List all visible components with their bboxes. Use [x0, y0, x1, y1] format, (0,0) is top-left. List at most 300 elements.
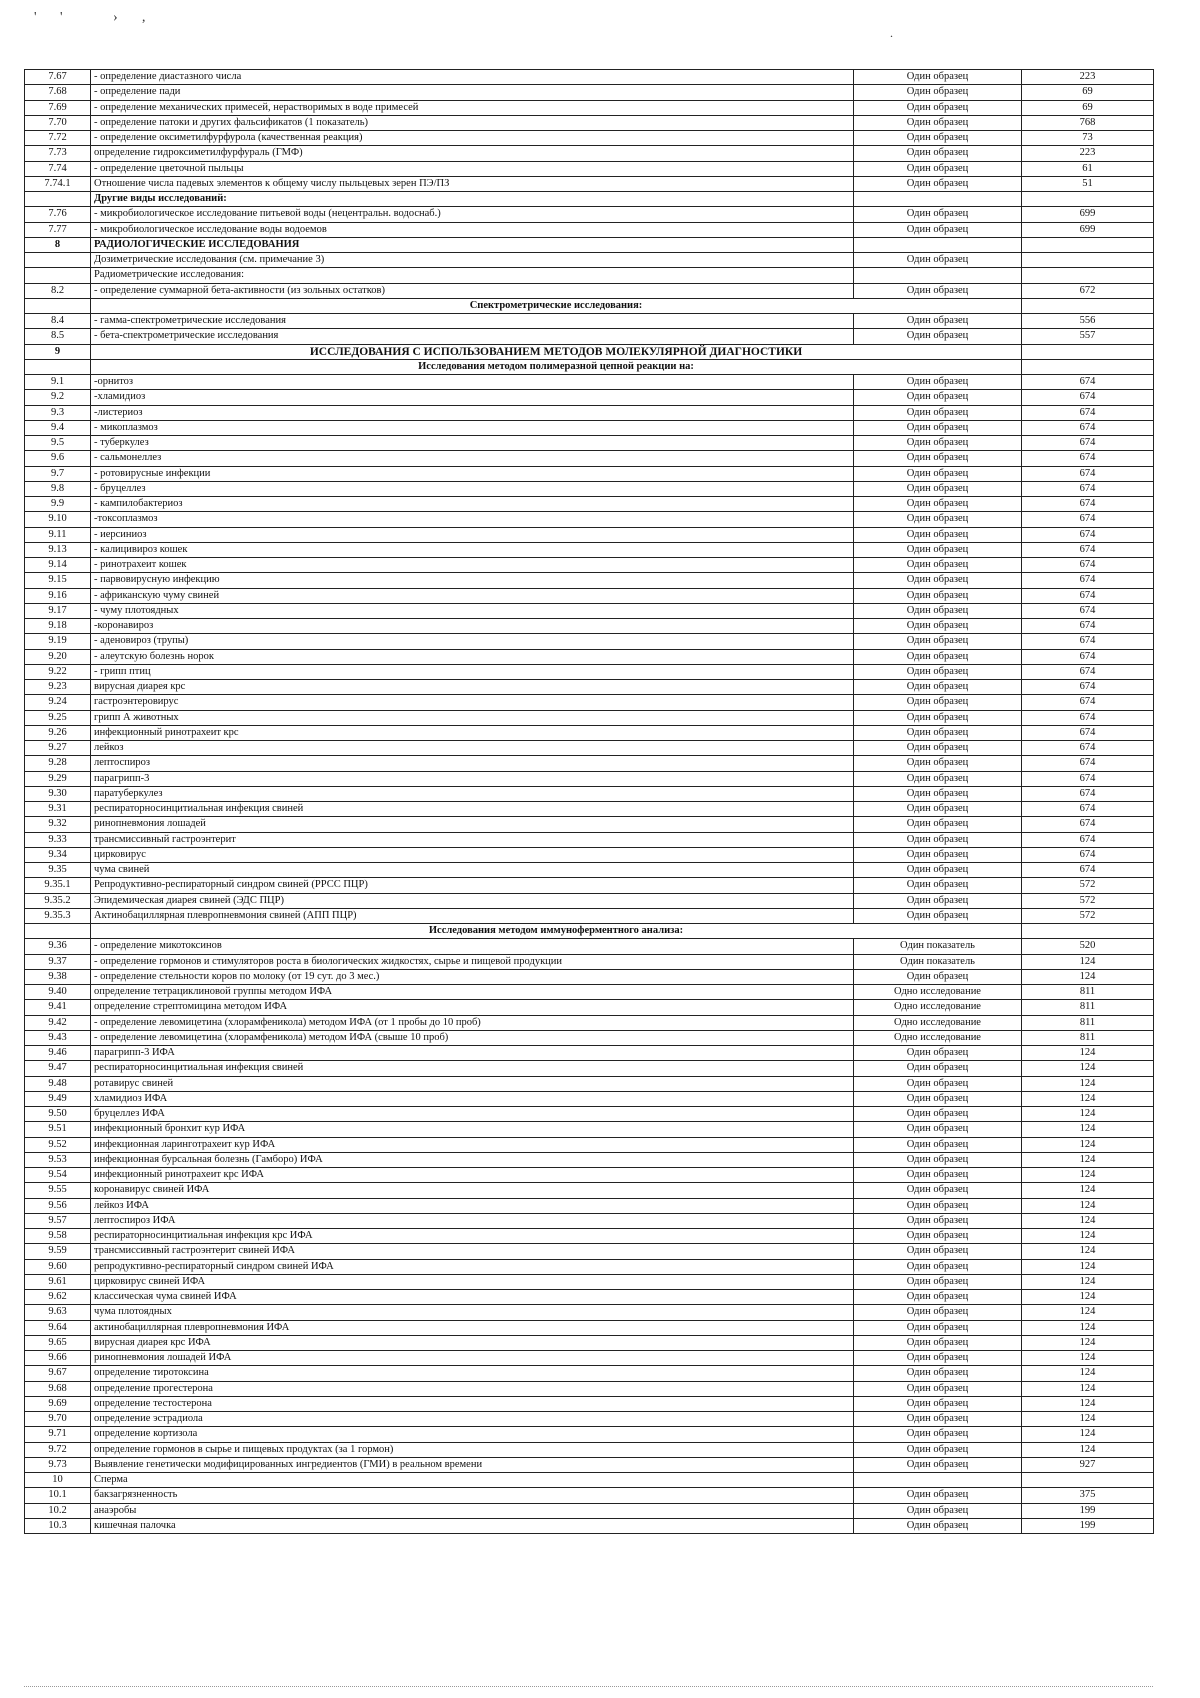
- row-unit: [854, 237, 1022, 252]
- row-name: -коронавироз: [91, 619, 854, 634]
- row-name: Выявление генетически модифицированных ингредиентов (ГМИ) в реальном времени: [91, 1457, 854, 1472]
- scan-dot: .: [890, 26, 893, 40]
- row-unit: Один образец: [854, 100, 1022, 115]
- row-code: 9.11: [25, 527, 91, 542]
- row-code: 9.20: [25, 649, 91, 664]
- row-price: 223: [1022, 146, 1154, 161]
- row-name: Другие виды исследований:: [91, 192, 854, 207]
- row-name: Эпидемическая диарея свиней (ЭДС ПЦР): [91, 893, 854, 908]
- row-unit: Один образец: [854, 375, 1022, 390]
- row-unit: Один образец: [854, 1503, 1022, 1518]
- row-price: 674: [1022, 725, 1154, 740]
- row-unit: Один образец: [854, 1046, 1022, 1061]
- row-price: 672: [1022, 283, 1154, 298]
- row-price: [1022, 359, 1154, 374]
- row-unit: Один образец: [854, 741, 1022, 756]
- row-price: 768: [1022, 115, 1154, 130]
- row-name: трансмиссивный гастроэнтерит свиней ИФА: [91, 1244, 854, 1259]
- table-row: [25, 924, 1154, 939]
- row-code: 10.1: [25, 1488, 91, 1503]
- row-unit: Один образец: [854, 1183, 1022, 1198]
- row-name: - бета-спектрометрические исследования: [91, 329, 854, 344]
- row-price: 811: [1022, 985, 1154, 1000]
- row-price: [1022, 192, 1154, 207]
- row-code: [25, 192, 91, 207]
- row-name: грипп А животных: [91, 710, 854, 725]
- price-table: [24, 69, 1154, 1534]
- row-unit: Один образец: [854, 710, 1022, 725]
- row-unit: Один образец: [854, 329, 1022, 344]
- row-name: Актинобациллярная плевропневмония свиней (АПП ПЦР): [91, 908, 854, 923]
- row-code: 9.49: [25, 1091, 91, 1106]
- table-row: [25, 207, 1154, 222]
- row-unit: Один образец: [854, 115, 1022, 130]
- row-unit: Один образец: [854, 1107, 1022, 1122]
- row-unit: Один образец: [854, 451, 1022, 466]
- section-heading: Исследования методом иммуноферментного анализа:: [91, 924, 1022, 939]
- row-name: хламидиоз ИФА: [91, 1091, 854, 1106]
- row-code: 9.25: [25, 710, 91, 725]
- bottom-divider: [24, 1686, 1153, 1687]
- row-code: 9.47: [25, 1061, 91, 1076]
- row-name: РАДИОЛОГИЧЕСКИЕ ИССЛЕДОВАНИЯ: [91, 237, 854, 252]
- table-row: [25, 878, 1154, 893]
- table-row: [25, 741, 1154, 756]
- row-unit: Один образец: [854, 207, 1022, 222]
- table-row: [25, 954, 1154, 969]
- row-price: 674: [1022, 771, 1154, 786]
- row-price: 674: [1022, 619, 1154, 634]
- row-code: 9.35: [25, 863, 91, 878]
- row-name: - определение цветочной пыльцы: [91, 161, 854, 176]
- row-price: 124: [1022, 1244, 1154, 1259]
- row-name: Радиометрические исследования:: [91, 268, 854, 283]
- row-price: 124: [1022, 1213, 1154, 1228]
- table-row: [25, 1198, 1154, 1213]
- row-name: - сальмонеллез: [91, 451, 854, 466]
- row-price: 674: [1022, 558, 1154, 573]
- row-code: 9.19: [25, 634, 91, 649]
- row-code: [25, 268, 91, 283]
- row-code: 9.32: [25, 817, 91, 832]
- row-unit: Один образец: [854, 1488, 1022, 1503]
- table-row: [25, 771, 1154, 786]
- row-unit: Один образец: [854, 497, 1022, 512]
- row-code: 9.40: [25, 985, 91, 1000]
- row-code: 9.23: [25, 680, 91, 695]
- row-price: 520: [1022, 939, 1154, 954]
- row-unit: Один образец: [854, 1427, 1022, 1442]
- row-price: 674: [1022, 863, 1154, 878]
- row-code: 9.69: [25, 1396, 91, 1411]
- table-row: [25, 1015, 1154, 1030]
- row-unit: Одно исследование: [854, 985, 1022, 1000]
- row-name: - микробиологическое исследование питьевой воды (нецентральн. водоснаб.): [91, 207, 854, 222]
- table-row: [25, 222, 1154, 237]
- row-price: 124: [1022, 1168, 1154, 1183]
- row-name: - определение пади: [91, 85, 854, 100]
- row-price: 674: [1022, 756, 1154, 771]
- row-code: 9.42: [25, 1015, 91, 1030]
- row-name: репродуктивно-респираторный синдром свиней ИФА: [91, 1259, 854, 1274]
- table-row: [25, 1244, 1154, 1259]
- row-unit: Один образец: [854, 161, 1022, 176]
- row-code: 9.73: [25, 1457, 91, 1472]
- row-price: 124: [1022, 1290, 1154, 1305]
- row-price: 572: [1022, 893, 1154, 908]
- row-price: 811: [1022, 1030, 1154, 1045]
- table-row: [25, 634, 1154, 649]
- row-name: - грипп птиц: [91, 664, 854, 679]
- row-name: Дозиметрические исследования (см. примечание 3): [91, 253, 854, 268]
- row-name: инфекционный ринотрахеит крс: [91, 725, 854, 740]
- row-name: - туберкулез: [91, 436, 854, 451]
- row-unit: Один образец: [854, 1457, 1022, 1472]
- row-name: определение стрептомицина методом ИФА: [91, 1000, 854, 1015]
- row-name: - определение гормонов и стимуляторов роста в биологических жидкостях, сырье и пищевой продукции: [91, 954, 854, 969]
- row-price: 674: [1022, 680, 1154, 695]
- row-price: [1022, 924, 1154, 939]
- row-name: определение тиротоксина: [91, 1366, 854, 1381]
- row-unit: Один образец: [854, 390, 1022, 405]
- row-name: - чуму плотоядных: [91, 603, 854, 618]
- table-row: [25, 664, 1154, 679]
- table-row: [25, 1091, 1154, 1106]
- row-code: [25, 298, 91, 313]
- table-row: [25, 1076, 1154, 1091]
- row-price: 674: [1022, 847, 1154, 862]
- row-price: 674: [1022, 405, 1154, 420]
- row-code: 8.2: [25, 283, 91, 298]
- table-row: [25, 863, 1154, 878]
- row-name: инфекционный ринотрахеит крс ИФА: [91, 1168, 854, 1183]
- row-code: 9.58: [25, 1229, 91, 1244]
- table-row: [25, 893, 1154, 908]
- row-unit: Один образец: [854, 1442, 1022, 1457]
- table-row: [25, 375, 1154, 390]
- table-row: [25, 1473, 1154, 1488]
- table-row: [25, 573, 1154, 588]
- row-unit: Один образец: [854, 1229, 1022, 1244]
- row-code: 9.17: [25, 603, 91, 618]
- row-unit: Один образец: [854, 1198, 1022, 1213]
- row-unit: Один образец: [854, 695, 1022, 710]
- row-name: - ротовирусные инфекции: [91, 466, 854, 481]
- row-name: - гамма-спектрометрические исследования: [91, 314, 854, 329]
- row-price: 674: [1022, 466, 1154, 481]
- row-unit: Один образец: [854, 405, 1022, 420]
- row-code: 9: [25, 344, 91, 359]
- row-unit: Один образец: [854, 481, 1022, 496]
- table-row: [25, 1305, 1154, 1320]
- table-row: [25, 1335, 1154, 1350]
- row-name: парагрипп-3 ИФА: [91, 1046, 854, 1061]
- row-code: 9.26: [25, 725, 91, 740]
- row-price: 699: [1022, 207, 1154, 222]
- row-unit: Один образец: [854, 253, 1022, 268]
- row-unit: Один образец: [854, 1290, 1022, 1305]
- row-name: -листериоз: [91, 405, 854, 420]
- row-code: 9.35.3: [25, 908, 91, 923]
- row-code: 9.68: [25, 1381, 91, 1396]
- row-code: 9.65: [25, 1335, 91, 1350]
- table-row: [25, 786, 1154, 801]
- table-row: [25, 603, 1154, 618]
- row-name: -орнитоз: [91, 375, 854, 390]
- row-code: 7.74.1: [25, 176, 91, 191]
- row-code: 9.43: [25, 1030, 91, 1045]
- row-name: - калицивироз кошек: [91, 542, 854, 557]
- row-name: инфекционная бурсальная болезнь (Гамборо) ИФА: [91, 1152, 854, 1167]
- row-code: 8: [25, 237, 91, 252]
- row-name: - определение суммарной бета-активности (из зольных остатков): [91, 283, 854, 298]
- row-unit: Один образец: [854, 436, 1022, 451]
- table-row: [25, 619, 1154, 634]
- row-price: [1022, 237, 1154, 252]
- row-price: 674: [1022, 497, 1154, 512]
- row-unit: Один образец: [854, 527, 1022, 542]
- row-name: чума свиней: [91, 863, 854, 878]
- row-unit: Один показатель: [854, 939, 1022, 954]
- row-unit: Один образец: [854, 131, 1022, 146]
- row-name: - ринотрахеит кошек: [91, 558, 854, 573]
- table-row: [25, 466, 1154, 481]
- table-row: [25, 192, 1154, 207]
- row-price: 674: [1022, 786, 1154, 801]
- table-row: [25, 588, 1154, 603]
- row-name: ринопневмония лошадей: [91, 817, 854, 832]
- row-name: - микробиологическое исследование воды водоемов: [91, 222, 854, 237]
- row-name: гастроэнтеровирус: [91, 695, 854, 710]
- row-price: 674: [1022, 817, 1154, 832]
- row-name: классическая чума свиней ИФА: [91, 1290, 854, 1305]
- row-price: 124: [1022, 969, 1154, 984]
- row-name: - парвовирусную инфекцию: [91, 573, 854, 588]
- row-unit: Один образец: [854, 146, 1022, 161]
- row-unit: Один образец: [854, 969, 1022, 984]
- row-price: 124: [1022, 1442, 1154, 1457]
- row-unit: Один образец: [854, 771, 1022, 786]
- table-row: [25, 451, 1154, 466]
- table-row: [25, 146, 1154, 161]
- table-row: [25, 329, 1154, 344]
- table-row: [25, 405, 1154, 420]
- row-price: 124: [1022, 1229, 1154, 1244]
- row-code: 9.66: [25, 1351, 91, 1366]
- table-row: [25, 817, 1154, 832]
- row-unit: Один образец: [854, 680, 1022, 695]
- row-code: 9.6: [25, 451, 91, 466]
- row-code: 9.35.2: [25, 893, 91, 908]
- row-name: - определение патоки и других фальсификатов (1 показатель): [91, 115, 854, 130]
- row-code: 9.5: [25, 436, 91, 451]
- row-code: 9.54: [25, 1168, 91, 1183]
- row-code: 9.50: [25, 1107, 91, 1122]
- table-row: [25, 314, 1154, 329]
- row-unit: Один образец: [854, 1076, 1022, 1091]
- row-price: 557: [1022, 329, 1154, 344]
- row-code: 9.37: [25, 954, 91, 969]
- row-name: парагрипп-3: [91, 771, 854, 786]
- row-code: 7.77: [25, 222, 91, 237]
- row-code: 9.15: [25, 573, 91, 588]
- row-name: определение прогестерона: [91, 1381, 854, 1396]
- row-price: 674: [1022, 649, 1154, 664]
- row-code: 7.73: [25, 146, 91, 161]
- table-row: [25, 298, 1154, 313]
- table-row: [25, 1503, 1154, 1518]
- table-row: [25, 542, 1154, 557]
- row-code: 7.70: [25, 115, 91, 130]
- row-unit: Один образец: [854, 85, 1022, 100]
- row-price: 124: [1022, 1259, 1154, 1274]
- row-code: 9.24: [25, 695, 91, 710]
- row-price: 674: [1022, 390, 1154, 405]
- table-row: [25, 344, 1154, 359]
- table-row: [25, 436, 1154, 451]
- row-price: 124: [1022, 1091, 1154, 1106]
- row-code: 9.46: [25, 1046, 91, 1061]
- row-unit: Один образец: [854, 1274, 1022, 1289]
- row-price: 674: [1022, 603, 1154, 618]
- row-unit: Один образец: [854, 786, 1022, 801]
- row-code: 7.72: [25, 131, 91, 146]
- row-name: анаэробы: [91, 1503, 854, 1518]
- row-unit: Один образец: [854, 1396, 1022, 1411]
- row-code: 9.29: [25, 771, 91, 786]
- row-code: 9.61: [25, 1274, 91, 1289]
- row-name: коронавирус свиней ИФА: [91, 1183, 854, 1198]
- row-price: 124: [1022, 1381, 1154, 1396]
- row-price: 674: [1022, 451, 1154, 466]
- table-row: [25, 756, 1154, 771]
- table-row: [25, 1488, 1154, 1503]
- row-price: 674: [1022, 436, 1154, 451]
- row-name: определение эстрадиола: [91, 1412, 854, 1427]
- row-unit: Один образец: [854, 725, 1022, 740]
- row-code: 9.60: [25, 1259, 91, 1274]
- row-unit: Одно исследование: [854, 1000, 1022, 1015]
- row-price: 124: [1022, 1274, 1154, 1289]
- row-price: 674: [1022, 512, 1154, 527]
- row-name: определение тетрациклиновой группы методом ИФА: [91, 985, 854, 1000]
- row-code: 9.67: [25, 1366, 91, 1381]
- table-row: [25, 1137, 1154, 1152]
- row-price: 124: [1022, 1335, 1154, 1350]
- row-code: 9.33: [25, 832, 91, 847]
- row-price: 674: [1022, 527, 1154, 542]
- row-name: ротавирус свиней: [91, 1076, 854, 1091]
- row-price: 124: [1022, 1076, 1154, 1091]
- row-price: 124: [1022, 1152, 1154, 1167]
- row-unit: [854, 192, 1022, 207]
- row-price: [1022, 268, 1154, 283]
- section-heading: Исследования методом полимеразной цепной реакции на:: [91, 359, 1022, 374]
- row-name: - определение механических примесей, нерастворимых в воде примесей: [91, 100, 854, 115]
- table-row: [25, 85, 1154, 100]
- row-price: 674: [1022, 710, 1154, 725]
- row-unit: Один образец: [854, 1351, 1022, 1366]
- row-name: - определение стельности коров по молоку (от 19 сут. до 3 мес.): [91, 969, 854, 984]
- row-unit: Один образец: [854, 832, 1022, 847]
- row-unit: Один образец: [854, 466, 1022, 481]
- table-row: [25, 100, 1154, 115]
- row-code: 9.13: [25, 542, 91, 557]
- row-code: 9.28: [25, 756, 91, 771]
- row-price: 51: [1022, 176, 1154, 191]
- row-price: 674: [1022, 375, 1154, 390]
- row-unit: Один образец: [854, 1335, 1022, 1350]
- table-row: [25, 131, 1154, 146]
- row-unit: Один образец: [854, 558, 1022, 573]
- table-row: [25, 1000, 1154, 1015]
- table-row: [25, 420, 1154, 435]
- row-price: 674: [1022, 573, 1154, 588]
- row-unit: Один образец: [854, 283, 1022, 298]
- row-code: 9.38: [25, 969, 91, 984]
- row-name: вирусная диарея крс ИФА: [91, 1335, 854, 1350]
- row-name: бакзагрязненность: [91, 1488, 854, 1503]
- row-unit: Один образец: [854, 1061, 1022, 1076]
- row-name: Отношение числа падевых элементов к общему числу пыльцевых зерен ПЭ/ПЗ: [91, 176, 854, 191]
- row-price: 69: [1022, 100, 1154, 115]
- row-code: 9.22: [25, 664, 91, 679]
- row-price: 199: [1022, 1518, 1154, 1533]
- row-unit: Один образец: [854, 878, 1022, 893]
- table-row: [25, 70, 1154, 85]
- table-row: [25, 1229, 1154, 1244]
- row-price: 811: [1022, 1000, 1154, 1015]
- row-name: определение кортизола: [91, 1427, 854, 1442]
- table-row: [25, 253, 1154, 268]
- row-unit: Один показатель: [854, 954, 1022, 969]
- row-unit: Один образец: [854, 619, 1022, 634]
- row-unit: [854, 1473, 1022, 1488]
- row-unit: Один образец: [854, 70, 1022, 85]
- row-name: респираторносинцитиальная инфекция свиней: [91, 1061, 854, 1076]
- row-unit: Один образец: [854, 1152, 1022, 1167]
- row-name: кишечная палочка: [91, 1518, 854, 1533]
- row-unit: Один образец: [854, 1259, 1022, 1274]
- row-name: респираторносинцитиальная инфекция свиней: [91, 802, 854, 817]
- row-code: 9.36: [25, 939, 91, 954]
- row-unit: Один образец: [854, 1305, 1022, 1320]
- table-row: [25, 115, 1154, 130]
- row-code: [25, 359, 91, 374]
- row-code: 9.9: [25, 497, 91, 512]
- table-row: [25, 1366, 1154, 1381]
- row-unit: Один образец: [854, 817, 1022, 832]
- row-code: 9.57: [25, 1213, 91, 1228]
- row-price: 572: [1022, 878, 1154, 893]
- table-row: [25, 1183, 1154, 1198]
- row-unit: Один образец: [854, 1213, 1022, 1228]
- row-name: -хламидиоз: [91, 390, 854, 405]
- row-unit: Один образец: [854, 314, 1022, 329]
- table-row: [25, 390, 1154, 405]
- row-name: - алеутскую болезнь норок: [91, 649, 854, 664]
- row-code: 9.30: [25, 786, 91, 801]
- row-code: 9.34: [25, 847, 91, 862]
- row-name: ринопневмония лошадей ИФА: [91, 1351, 854, 1366]
- table-row: [25, 176, 1154, 191]
- row-unit: Один образец: [854, 1122, 1022, 1137]
- row-code: 9.72: [25, 1442, 91, 1457]
- row-code: 9.8: [25, 481, 91, 496]
- row-name: бруцеллез ИФА: [91, 1107, 854, 1122]
- row-unit: Один образец: [854, 908, 1022, 923]
- row-unit: Один образец: [854, 1320, 1022, 1335]
